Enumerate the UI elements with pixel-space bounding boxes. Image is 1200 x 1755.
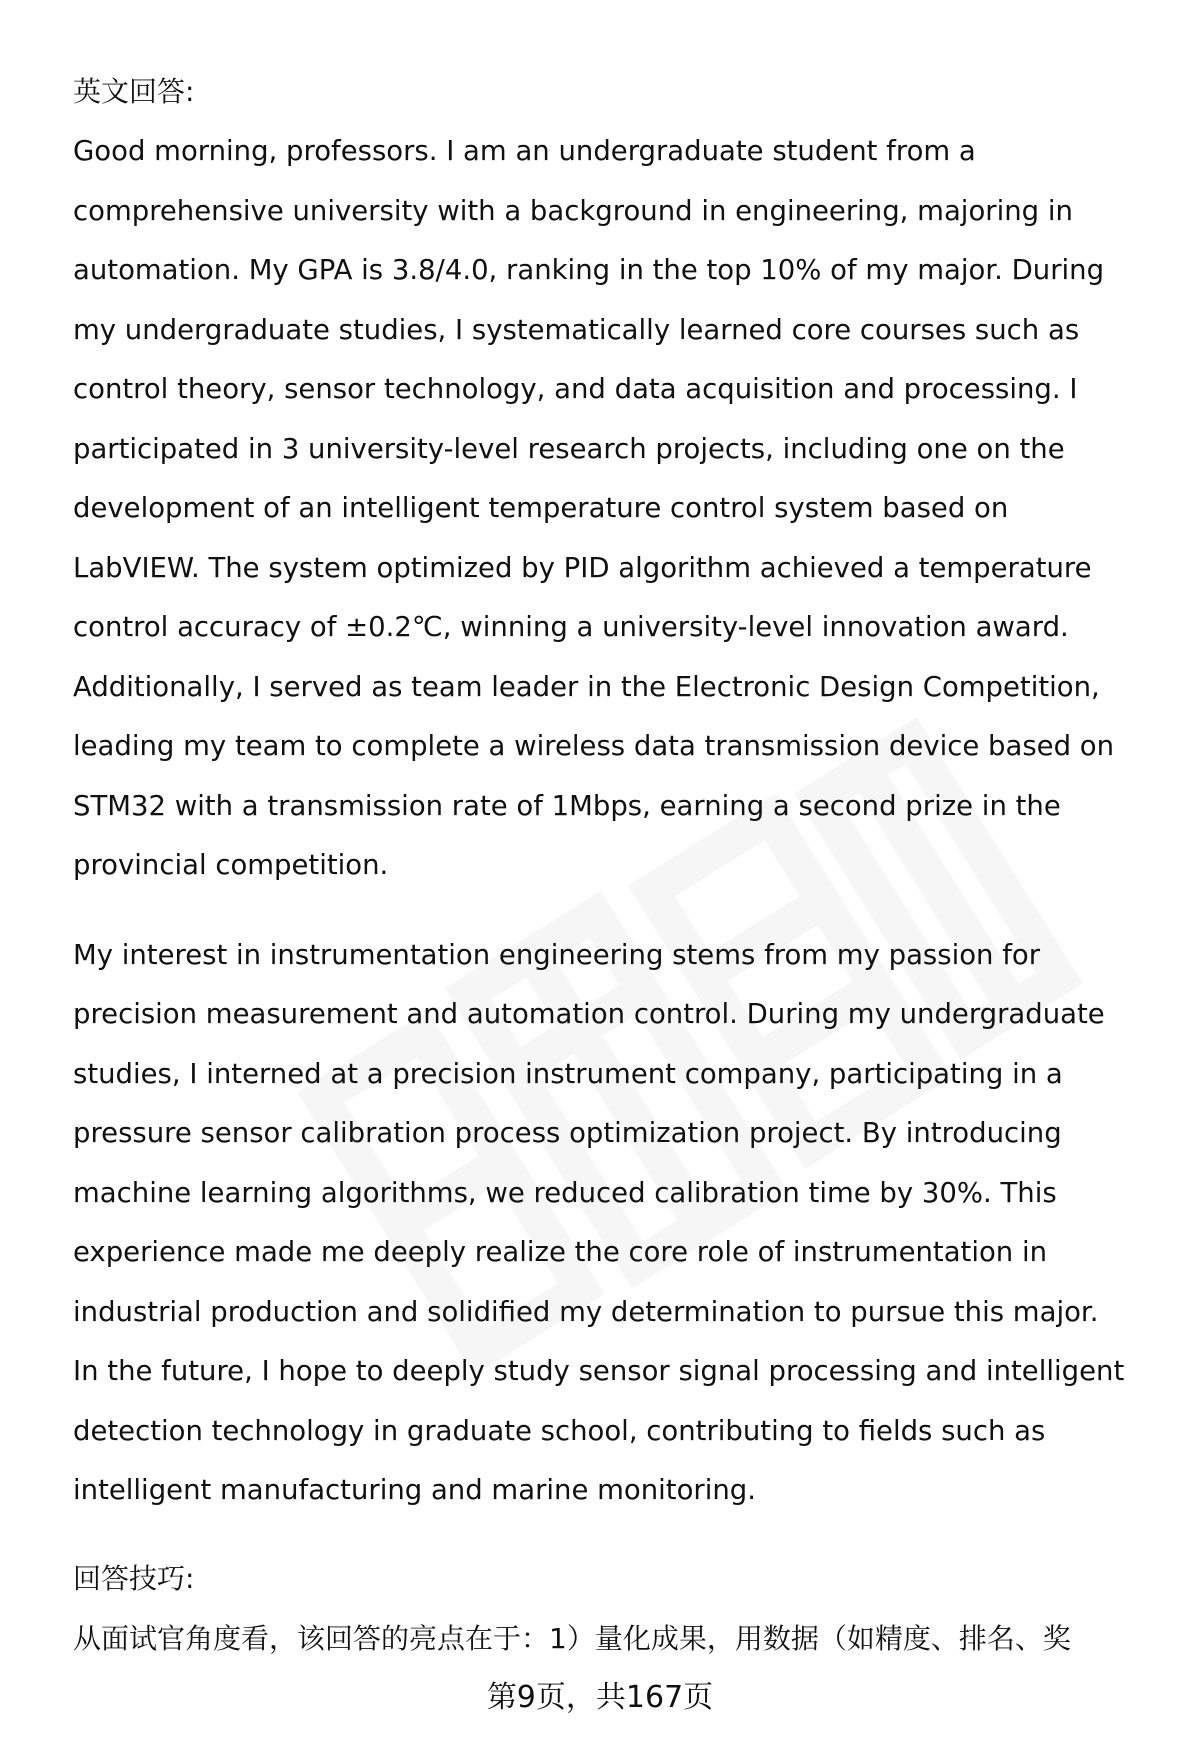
paragraph-spacer [73, 896, 1153, 926]
page-number: 第9页，共167页 [486, 1680, 714, 1715]
text-line: industrial production and solidified my determination to pursue this major. [73, 1295, 1099, 1328]
section-label-english-answer: 英文回答: [73, 75, 195, 108]
text-line: machine learning algorithms, we reduced calibration time by 30%. This [73, 1176, 1057, 1209]
text-line: control accuracy of ±0.2℃, winning a university-level innovation award. [73, 611, 1069, 643]
text-line: STM32 with a transmission rate of 1Mbps, earning a second prize in the [73, 789, 1061, 822]
answer-paragraph-2 [73, 926, 1153, 1521]
text-line: participated in 3 university-level research projects, including one on the [73, 432, 1065, 465]
text-line: precision measurement and automation control. During my undergraduate [73, 998, 1105, 1030]
text-line: control theory, sensor technology, and data acquisition and processing. I [73, 373, 1078, 405]
document-content [73, 62, 1153, 1521]
text-line: development of an intelligent temperature control system based on [73, 492, 1009, 524]
answer-tips-first-line: 从面试官角度看，该回答的亮点在于：1）量化成果，用数据（如精度、排名、奖 [73, 1622, 1071, 1655]
text-line: My interest in instrumentation engineering stems from my passion for [73, 938, 1041, 971]
text-line: automation. My GPA is 3.8/4.0, ranking in the top 10% of my major. During [73, 254, 1105, 286]
text-line: comprehensive university with a background in engineering, majoring in [73, 194, 1073, 227]
text-line: experience made me deeply realize the core role of instrumentation in [73, 1236, 1048, 1268]
text-line: detection technology in graduate school, contributing to fields such as [73, 1414, 1046, 1447]
text-line: provincial competition. [73, 849, 389, 881]
text-line: pressure sensor calibration process optimization project. By introducing [73, 1117, 1062, 1149]
text-line: my undergraduate studies, I systematically learned core courses such as [73, 313, 1080, 346]
section-label-answer-tips: 回答技巧: [73, 1562, 195, 1595]
answer-paragraph-1 [73, 122, 1153, 896]
text-line: LabVIEW. The system optimized by PID algorithm achieved a temperature [73, 551, 1092, 584]
text-line: intelligent manufacturing and marine monitoring. [73, 1474, 756, 1506]
text-line: Additionally, I served as team leader in the Electronic Design Competition, [73, 670, 1100, 703]
text-line: Good morning, professors. I am an undergraduate student from a [73, 135, 976, 167]
text-line: In the future, I hope to deeply study sensor signal processing and intelligent [73, 1355, 1125, 1387]
text-line: leading my team to complete a wireless data transmission device based on [73, 730, 1115, 762]
text-line: studies, I interned at a precision instrument company, participating in a [73, 1057, 1063, 1090]
